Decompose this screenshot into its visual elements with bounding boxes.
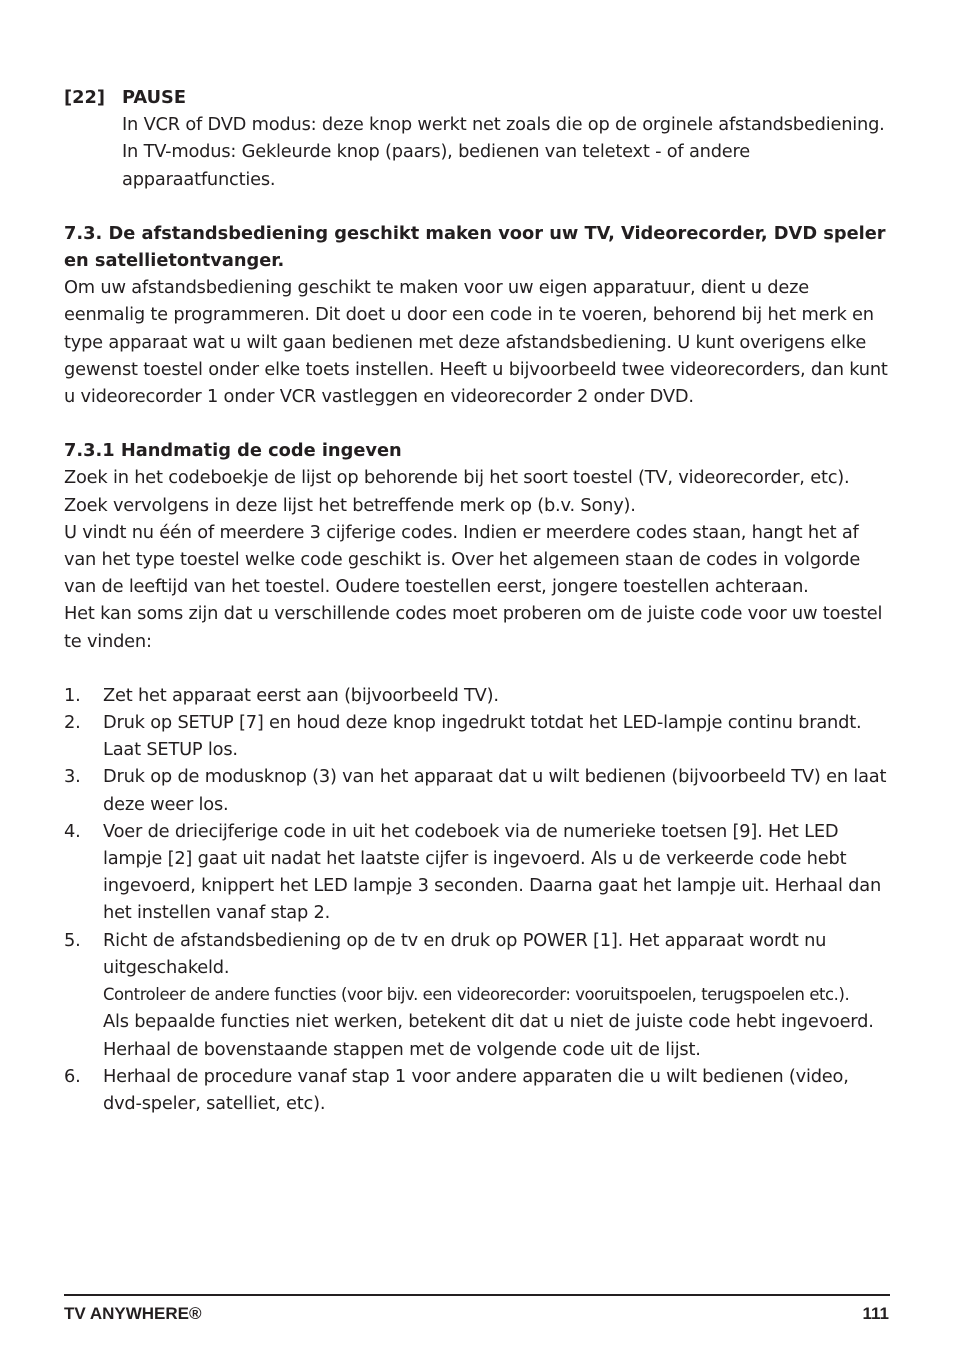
pause-heading — [64, 84, 892, 111]
pause-title: PAUSE — [122, 87, 187, 108]
section-7-3-1-heading: 7.3.1 Handmatig de code ingeven — [64, 440, 402, 462]
list-item — [64, 927, 892, 1063]
section-7-3-1-para-2: U vindt nu één of meerdere 3 cijferige codes. Indien er meerdere codes staan, hangt het af van het type toestel welke code geschikt is. Over het algemeen staan de codes in volgorde van de leeftijd van het toestel. Oudere toestellen eerst, jongere toestellen achteraan. — [64, 521, 861, 598]
section-7-3-1-para-3: Het kan soms zijn dat u verschillende codes moet proberen om de juiste code voor uw toestel te vinden: — [64, 603, 883, 652]
section-7-3-1-para-1: Zoek in het codeboekje de lijst op behorende bij het soort toestel (TV, videorecorder, etc). Zoek vervolgens in deze lijst het betreffende merk op (b.v. Sony). — [64, 467, 850, 516]
step-number: 1. — [64, 684, 81, 706]
page-number: 111 — [862, 1304, 889, 1323]
step-text: Richt de afstandsbediening op de tv en druk op POWER [1]. Het apparaat wordt nu uitgeschakeld. — [103, 929, 827, 978]
list-item — [64, 818, 892, 927]
step-number: 5. — [64, 929, 81, 951]
section-7-3-heading: 7.3. De afstandsbediening geschikt maken voor uw TV, Videorecorder, DVD speler en satellietontvanger. — [64, 222, 886, 272]
list-item — [64, 1063, 892, 1117]
step-text-small: Controleer de andere functies (voor bijv. een videorecorder: vooruitspoelen, terugspoelen etc.). — [103, 985, 850, 1005]
section-7-3-body: Om uw afstandsbediening geschikt te maken voor uw eigen apparatuur, dient u deze eenmalig te programmeren. Dit doet u door een code in te voeren, behorend bij het merk en type apparaat wat u wilt gaan bedienen met deze afstandsbediening. U kunt overigens elke gewenst toestel onder elke toets instellen. Heeft u bijvoorbeeld twee videorecorders, dan kunt u videorecorder 1 onder VCR vastleggen en videorecorder 2 onder DVD. — [64, 277, 888, 408]
step-text-2: Als bepaalde functies niet werken, betekent dit dat u niet de juiste code hebt ingevoerd. Herhaal de bovenstaande stappen met de volgende code uit de lijst. — [103, 1011, 874, 1060]
footer-rule — [64, 1294, 890, 1296]
list-item — [64, 763, 892, 817]
pause-line-2: In TV-modus: Gekleurde knop (paars), bedienen van teletext - of andere apparaatfuncties. — [122, 141, 750, 190]
page-content — [64, 84, 892, 1117]
list-item — [64, 709, 892, 763]
step-number: 2. — [64, 712, 81, 734]
list-item — [64, 682, 892, 709]
step-text: Druk op SETUP [7] en houd deze knop ingedrukt totdat het LED-lampje continu brandt. Laat SETUP los. — [103, 712, 862, 761]
step-number: 4. — [64, 820, 81, 842]
step-number: 3. — [64, 766, 81, 788]
footer-brand: TV ANYWHERE® — [64, 1304, 202, 1323]
step-text: Herhaal de procedure vanaf stap 1 voor andere apparaten die u wilt bedienen (video, dvd-speler, satelliet, etc). — [103, 1065, 849, 1114]
step-text: Zet het apparaat eerst aan (bijvoorbeeld TV). — [103, 684, 499, 706]
step-number: 6. — [64, 1065, 81, 1087]
step-text: Voer de driecijferige code in uit het codeboek via de numerieke toetsen [9]. Het LED lampje [2] gaat uit nadat het laatste cijfer is ingevoerd. Als u de verkeerde code hebt ingevoerd, knippert het LED lampje 3 seconden. Daarna gaat het lampje uit. Herhaal dan het instellen vanaf stap 2. — [103, 820, 882, 924]
pause-number: [22] — [64, 87, 105, 108]
steps-list — [64, 682, 892, 1117]
pause-line-1: In VCR of DVD modus: deze knop werkt net zoals die op de orginele afstandsbediening. — [122, 114, 885, 136]
step-text: Druk op de modusknop (3) van het apparaat dat u wilt bedienen (bijvoorbeeld TV) en laat deze weer los. — [103, 766, 887, 815]
